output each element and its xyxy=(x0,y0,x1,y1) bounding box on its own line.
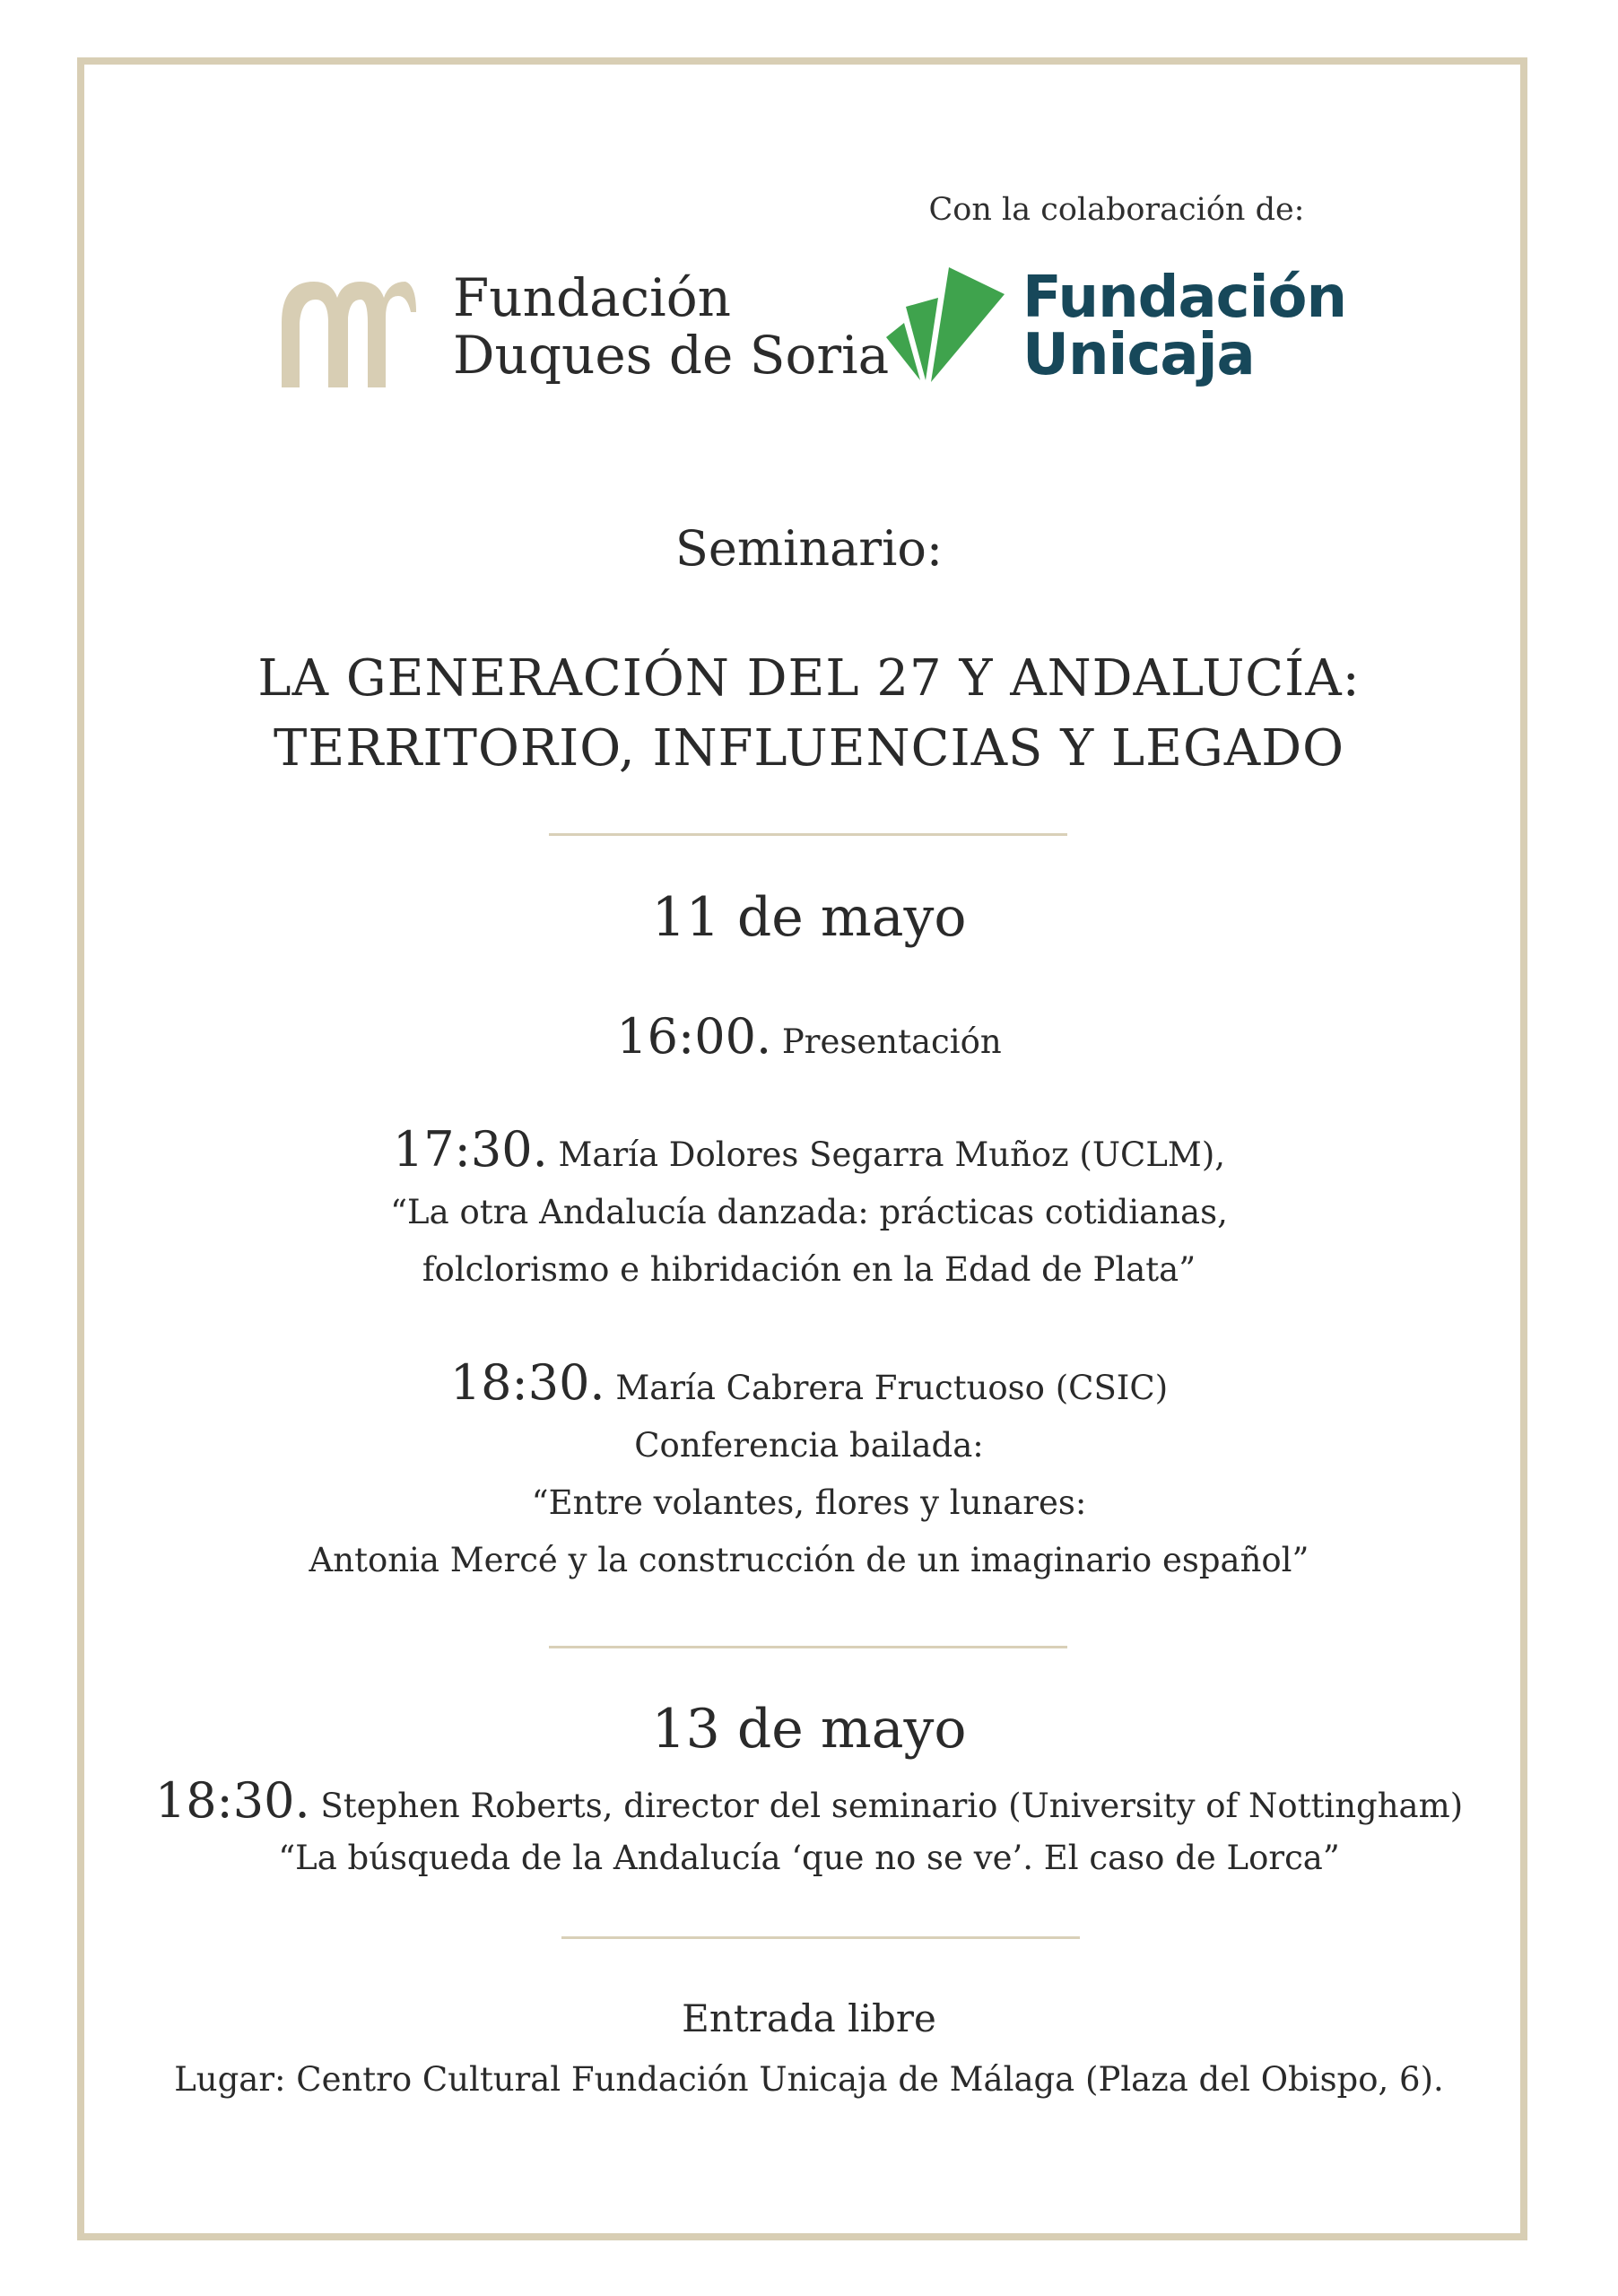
fan-leaf-icon xyxy=(886,267,1005,382)
venue-text: Lugar: Centro Cultural Fundación Unicaja de Málaga (Plaza del Obispo, 6). xyxy=(174,2060,1444,2099)
session-talk-line1: “La otra Andalucía danzada: prácticas cotidianas, xyxy=(390,1193,1228,1231)
divider xyxy=(549,833,1067,836)
session-title: Presentación xyxy=(771,1022,1002,1061)
session-talk-line1: “Entre volantes, flores y lunares: xyxy=(531,1483,1087,1522)
seminar-title-line1: LA GENERACIÓN DEL 27 Y ANDALUCÍA: xyxy=(257,649,1361,708)
session-time: 18:30. xyxy=(154,1772,310,1829)
session-time: 18:30. xyxy=(449,1354,605,1411)
arches-icon xyxy=(280,276,416,387)
divider xyxy=(561,1936,1080,1939)
seminar-title-line2: TERRITORIO, INFLUENCIAS Y LEGADO xyxy=(273,719,1345,778)
unicaja-line2: Unicaja xyxy=(1022,322,1255,388)
session-16-00 xyxy=(0,1008,1618,1071)
fds-line2: Duques de Soria xyxy=(453,325,890,386)
session-18-30 xyxy=(0,1354,1618,1417)
seminar-label: Seminario: xyxy=(674,520,944,577)
session-speaker: Stephen Roberts, director del seminario (University of Nottingham) xyxy=(309,1787,1464,1825)
session-time: 17:30. xyxy=(392,1121,548,1178)
fds-logo-text xyxy=(453,269,889,384)
session-time: 16:00. xyxy=(616,1008,772,1065)
fds-line1: Fundación xyxy=(453,267,731,328)
date-heading-day2: 13 de mayo xyxy=(651,1698,967,1761)
collaboration-label: Con la colaboración de: xyxy=(928,192,1305,228)
session-17-30 xyxy=(0,1121,1618,1184)
session-format: Conferencia bailada: xyxy=(634,1426,984,1465)
unicaja-line1: Fundación xyxy=(1022,265,1347,331)
session-day2-18-30 xyxy=(0,1772,1618,1835)
seminar-title xyxy=(0,644,1618,784)
date-heading-day1: 11 de mayo xyxy=(651,886,967,949)
session-talk: “La búsqueda de la Andalucía ‘que no se ve’. El caso de Lorca” xyxy=(278,1839,1340,1877)
session-talk-line2: Antonia Mercé y la construcción de un imaginario español” xyxy=(309,1541,1309,1579)
divider xyxy=(549,1646,1067,1648)
session-speaker: María Dolores Segarra Muñoz (UCLM), xyxy=(547,1135,1226,1174)
entry-note: Entrada libre xyxy=(682,1996,936,2040)
unicaja-logo-text xyxy=(1022,265,1347,388)
session-talk-line2: folclorismo e hibridación en la Edad de Plata” xyxy=(422,1250,1196,1289)
session-speaker: María Cabrera Fructuoso (CSIC) xyxy=(605,1369,1169,1407)
